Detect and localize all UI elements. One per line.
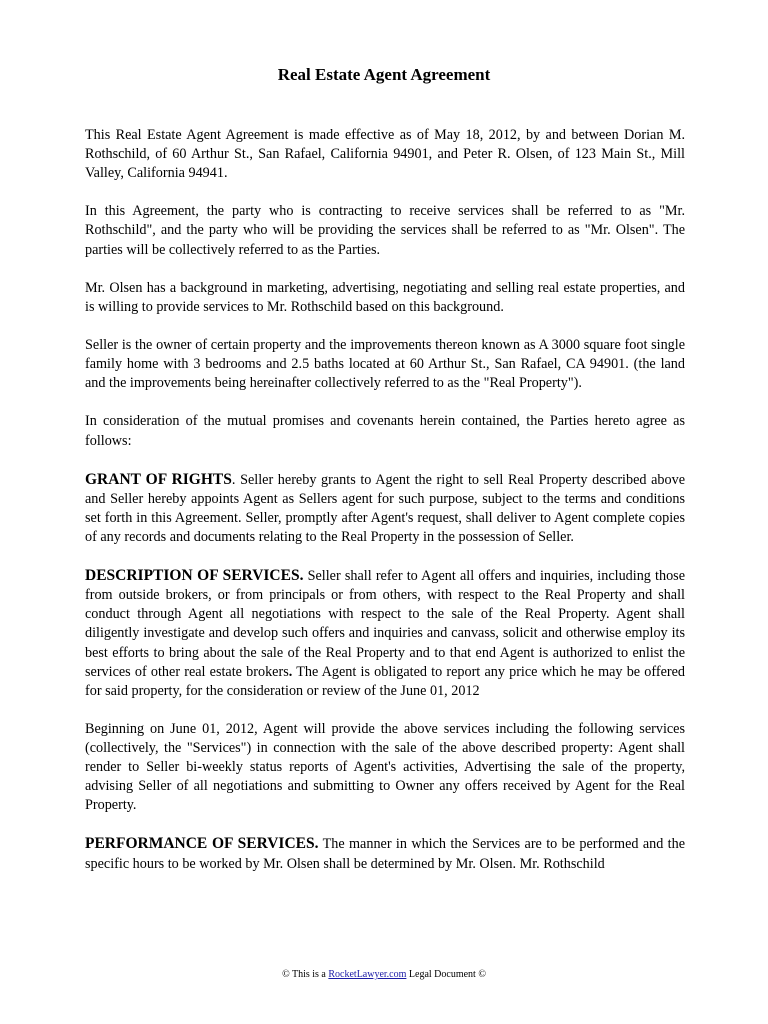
document-title: Real Estate Agent Agreement (277, 65, 491, 84)
intro-paragraph: This Real Estate Agent Agreement is made effective as of May 18, 2012, by and between Dorian M. Rothschild, of 60 Arthur St., San Rafael, California 94901, and Peter R. Olsen, of 123 Main St., Mill Valley, California 94941. (85, 127, 685, 182)
parties-paragraph: In this Agreement, the party who is contracting to receive services shall be referred to as "Mr. Rothschild", and the party who will be providing the services shall be referred to as "Mr. Olsen". The parties will be collectively referred to as the Parties. (85, 203, 685, 258)
property-paragraph: Seller is the owner of certain property and the improvements thereon known as A 3000 square foot single family home with 3 bedrooms and 2.5 baths located at 60 Arthur St., San Rafael, CA 94901. (the land and the improvements being hereinafter collectively referred to as the "Real Property"). (85, 337, 685, 392)
background-paragraph: Mr. Olsen has a background in marketing, advertising, negotiating and selling real estate properties, and is willing to provide services to Mr. Rothschild based on this background. (85, 279, 685, 315)
description-of-services-text-a: Seller shall refer to Agent all offers and inquiries, including those from outside brokers, or from principals or from others, with respect to the Real Property and shall conduct through Agent all negotiations with respect to the sale of the Real Property. Agent shall diligently investigate and develop such offers and inquiries and canvass, solicit and otherwise employ its best efforts to bring about the sale of the Real Property and to that end Agent is authorized to enlist the services of other real estate brokers (85, 568, 685, 680)
beginning-paragraph: Beginning on June 01, 2012, Agent will provide the above services including the following services (collectively, the "Services") in connection with the sale of the above described property: Agent shall render to Seller bi-weekly status reports of Agent's activities, Advertising the sale of the property, advising Seller of all negotiations and submitting to Owner any offers received by Agent for the Real Property. (85, 720, 685, 814)
grant-of-rights-heading: GRANT OF RIGHTS (85, 470, 232, 488)
performance-of-services-text: The manner in which the Services are to be performed and the specific hours to be worked by Mr. Olsen shall be determined by Mr. Olsen. Mr. Rothschild (85, 836, 686, 872)
footer-prefix: © This is a (282, 969, 329, 980)
description-of-services-dot: . (288, 663, 293, 680)
grant-of-rights-section (85, 470, 685, 547)
description-of-services-section (85, 566, 685, 701)
page-footer (0, 968, 768, 982)
description-of-services-text-b: The Agent is obligated to report any price which he may be offered for said property, for the consideration or review of the June 01, 2012 (85, 663, 685, 699)
document-body (85, 126, 685, 874)
description-of-services-heading: DESCRIPTION OF SERVICES. (85, 567, 304, 585)
grant-of-rights-text: . Seller hereby grants to Agent the right to sell Real Property described above and Seller hereby appoints Agent as Sellers agent for such purpose, subject to the terms and conditions set forth in this Agreement. Seller, promptly after Agent's request, shall deliver to Agent complete copies of any records and documents relating to the Real Property in the possession of Seller. (85, 471, 686, 545)
footer-suffix: Legal Document © (406, 969, 486, 980)
performance-of-services-section (85, 834, 685, 873)
consideration-paragraph: In consideration of the mutual promises and covenants herein contained, the Parties hereto agree as follows: (85, 413, 685, 449)
rocketlawyer-link[interactable]: RocketLawyer.com (328, 969, 407, 980)
performance-of-services-heading: PERFORMANCE OF SERVICES. (85, 835, 319, 853)
